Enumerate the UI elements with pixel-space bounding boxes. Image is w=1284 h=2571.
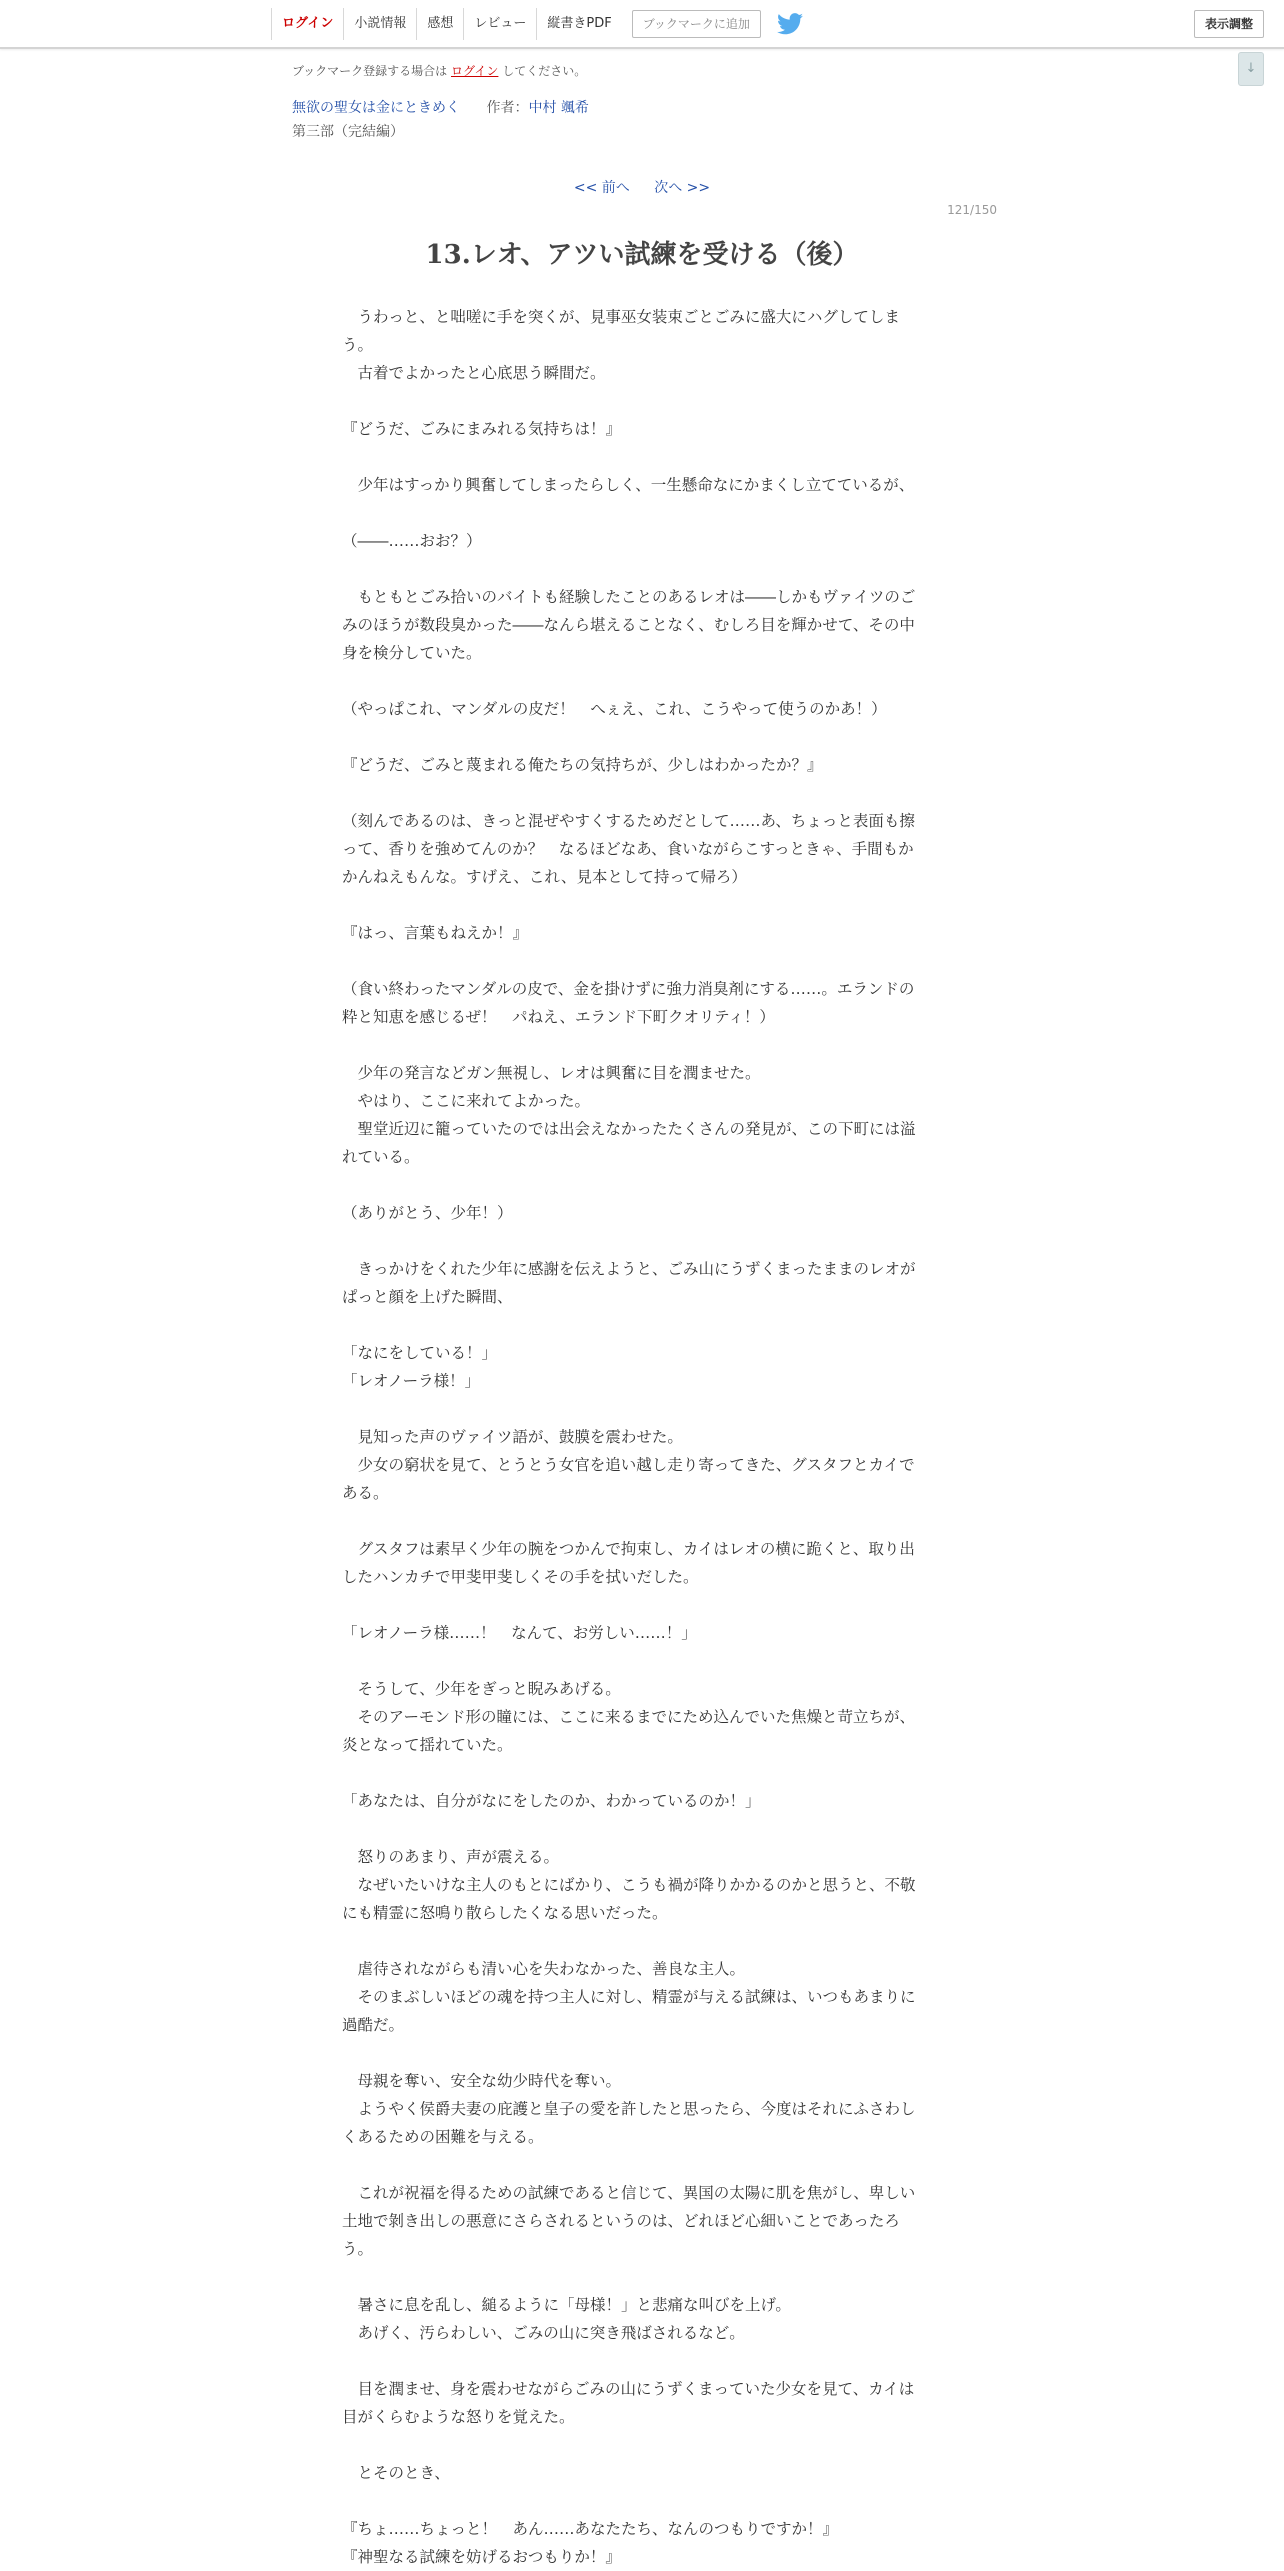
body-line: （ありがとう、少年！） — [342, 1204, 513, 1222]
body-line: なぜいたいけな主人のもとにばかり、こうも禍が降りかかるのかと思うと、不敬 — [342, 1876, 916, 1894]
login-link[interactable]: ログイン — [271, 8, 343, 40]
body-line: （食い終わったマンダルの皮で、金を掛けずに強力消臭剤にする……。エランドの — [342, 980, 915, 998]
blank-line — [342, 667, 942, 695]
add-bookmark-button[interactable]: ブックマークに追加 — [632, 10, 761, 38]
body-line: う。 — [342, 336, 374, 354]
blank-line — [342, 1647, 942, 1675]
body-line: したハンカチで甲斐甲斐しくその手を拭いだした。 — [342, 1568, 699, 1586]
blank-line — [342, 779, 942, 807]
chapter-title: 13.レオ、アツい試練を受ける（後） — [425, 240, 859, 270]
body-line: 暑さに息を乱し、縋るように「母様！」と悲痛な叫びを上げ。 — [342, 2296, 791, 2314]
body-line: 母親を奪い、安全な幼少時代を奪い。 — [342, 2072, 622, 2090]
author-name-link[interactable]: 中村 颯希 — [528, 100, 589, 116]
blank-line — [342, 387, 942, 415]
body-line: ぱっと顔を上げた瞬間、 — [342, 1288, 513, 1306]
chapter-pager — [0, 177, 1284, 197]
chapter-body — [342, 303, 942, 2571]
body-line: 『ちょ……ちょっと！ あん……あなたたち、なんのつもりですか！』 — [342, 2520, 839, 2538]
blank-line — [342, 1311, 942, 1339]
body-line: これが祝福を得るための試練であると信じて、異国の太陽に肌を焦がし、卑しい — [342, 2184, 916, 2202]
body-line: 少女の窮状を見て、とうとう女官を追い越し走り寄ってきた、グスタフとカイで — [342, 1456, 915, 1474]
top-navigation-bar — [0, 0, 1284, 49]
scroll-down-button[interactable]: ↓ — [1238, 52, 1264, 86]
body-line: （――……おお？） — [342, 532, 482, 550]
vertical-pdf-link[interactable]: 縦書きPDF — [536, 8, 621, 40]
blank-line — [342, 2487, 942, 2515]
body-line: 目を潤ませ、身を震わせながらごみの山にうずくまっていた少女を見て、カイは — [342, 2380, 915, 2398]
body-line: ある。 — [342, 1484, 389, 1502]
body-line: そのアーモンド形の瞳には、ここに来るまでにため込んでいた焦燥と苛立ちが、 — [342, 1708, 916, 1726]
novel-title-link[interactable]: 無欲の聖女は金にときめく — [292, 100, 460, 116]
body-line: 少年はすっかり興奮してしまったらしく、一生懸命なにかまくし立てているが、 — [342, 476, 915, 494]
body-line: 「なにをしている！」 — [342, 1344, 498, 1362]
login-note-suffix: してください。 — [502, 64, 587, 78]
body-line: やはり、ここに来れてよかった。 — [342, 1092, 591, 1110]
blank-line — [342, 1927, 942, 1955]
body-line: 「レオノーラ様……！ なんて、お労しい……！」 — [342, 1624, 697, 1642]
blank-line — [342, 2263, 942, 2291]
blank-line — [342, 947, 942, 975]
body-line: ようやく侯爵夫妻の庇護と皇子の愛を許したと思ったら、今度はそれにふさわし — [342, 2100, 916, 2118]
login-note-prefix: ブックマーク登録する場合は — [292, 64, 448, 78]
body-line: 見知った声のヴァイツ語が、鼓膜を震わせた。 — [342, 1428, 683, 1446]
blank-line — [342, 1591, 942, 1619]
part-label: 第三部（完結編） — [292, 124, 404, 140]
body-line: 「レオノーラ様！」 — [342, 1372, 481, 1390]
body-line: 土地で剝き出しの悪意にさらされるというのは、どれほど心細いことであったろ — [342, 2212, 900, 2230]
body-line: 『はっ、言葉もねえか！』 — [342, 924, 529, 942]
next-chapter-link[interactable]: 次へ >> — [654, 180, 711, 196]
body-line: そうして、少年をぎっと睨みあげる。 — [342, 1680, 621, 1698]
blank-line — [342, 1759, 942, 1787]
top-nav-menu — [271, 8, 803, 40]
body-line: とそのとき、 — [342, 2464, 450, 2482]
display-settings-button[interactable]: 表示調整 — [1194, 10, 1264, 38]
blank-line — [342, 1395, 942, 1423]
body-line: 『神聖なる試練を妨げるおつもりか！』 — [342, 2548, 621, 2566]
body-line: 『どうだ、ごみにまみれる気持ちは！』 — [342, 420, 622, 438]
prev-chapter-link[interactable]: << 前へ — [573, 180, 630, 196]
blank-line — [342, 499, 942, 527]
body-line: 粋と知恵を感じるぜ！ パねえ、エランド下町クオリティ！） — [342, 1008, 775, 1026]
body-line: 虐待されながらも清い心を失わなかった、善良な主人。 — [342, 1960, 746, 1978]
body-line: 古着でよかったと心底思う瞬間だ。 — [342, 364, 606, 382]
body-line: 怒りのあまり、声が震える。 — [342, 1848, 560, 1866]
body-line: グスタフは素早く少年の腕をつかんで拘束し、カイはレオの横に跪くと、取り出 — [342, 1540, 915, 1558]
body-line: 炎となって揺れていた。 — [342, 1736, 513, 1754]
review-link[interactable]: レビュー — [463, 8, 536, 40]
body-line: きっかけをくれた少年に感謝を伝えようと、ごみ山にうずくまったままのレオが — [342, 1260, 916, 1278]
body-line: 目がくらむような怒りを覚えた。 — [342, 2408, 575, 2426]
body-line: かんねえもんな。すげえ、これ、見本として持って帰ろ） — [342, 868, 747, 886]
login-note — [292, 62, 586, 79]
body-line: みのほうが数段臭かった――なんら堪えることなく、むしろ目を輝かせて、その中 — [342, 616, 915, 634]
blank-line — [342, 891, 942, 919]
login-note-link[interactable]: ログイン — [451, 64, 499, 78]
blank-line — [342, 555, 942, 583]
body-line: 過酷だ。 — [342, 2016, 405, 2034]
body-line: くあるための困難を与える。 — [342, 2128, 544, 2146]
body-line: 「あなたは、自分がなにをしたのか、わかっているのか！」 — [342, 1792, 761, 1810]
novel-header — [292, 97, 589, 117]
blank-line — [342, 443, 942, 471]
blank-line — [342, 2039, 942, 2067]
blank-line — [342, 2347, 942, 2375]
blank-line — [342, 2151, 942, 2179]
blank-line — [342, 1227, 942, 1255]
novel-info-link[interactable]: 小説情報 — [343, 8, 416, 40]
body-line: もともとごみ拾いのバイトも経験したことのあるレオは――しかもヴァイツのご — [342, 588, 916, 606]
blank-line — [342, 1815, 942, 1843]
body-line: 身を検分していた。 — [342, 644, 482, 662]
impressions-link[interactable]: 感想 — [416, 8, 463, 40]
body-line: れている。 — [342, 1148, 420, 1166]
blank-line — [342, 723, 942, 751]
body-line: って、香りを強めてんのか？ なるほどなあ、食いながらこすっときゃ、手間もか — [342, 840, 914, 858]
body-line: あげく、汚らわしい、ごみの山に突き飛ばされるなど。 — [342, 2324, 745, 2342]
body-line: うわっと、と咄嗟に手を突くが、見事巫女装束ごとごみに盛大にハグしてしま — [342, 308, 900, 326]
body-line: 少年の発言などガン無視し、レオは興奮に目を潤ませた。 — [342, 1064, 761, 1082]
body-line: （やっぱこれ、マンダルの皮だ！ へぇえ、これ、こうやって使うのかあ！） — [342, 700, 887, 718]
body-line: う。 — [342, 2240, 374, 2258]
page-count: 121/150 — [947, 203, 997, 217]
body-line: そのまぶしいほどの魂を持つ主人に対し、精霊が与える試練は、いつもあまりに — [342, 1988, 916, 2006]
author-label: 作者： — [486, 100, 529, 116]
body-line: にも精霊に怒鳴り散らしたくなる思いだった。 — [342, 1904, 668, 1922]
blank-line — [342, 2431, 942, 2459]
body-line: 『どうだ、ごみと蔑まれる俺たちの気持ちが、少しはわかったか？』 — [342, 756, 823, 774]
blank-line — [342, 1507, 942, 1535]
blank-line — [342, 1171, 942, 1199]
body-line: （刻んであるのは、きっと混ぜやすくするためだとして……あ、ちょっと表面も擦 — [342, 812, 915, 830]
twitter-icon[interactable] — [777, 13, 803, 35]
blank-line — [342, 1031, 942, 1059]
body-line: 聖堂近辺に籠っていたのでは出会えなかったたくさんの発見が、この下町には溢 — [342, 1120, 916, 1138]
